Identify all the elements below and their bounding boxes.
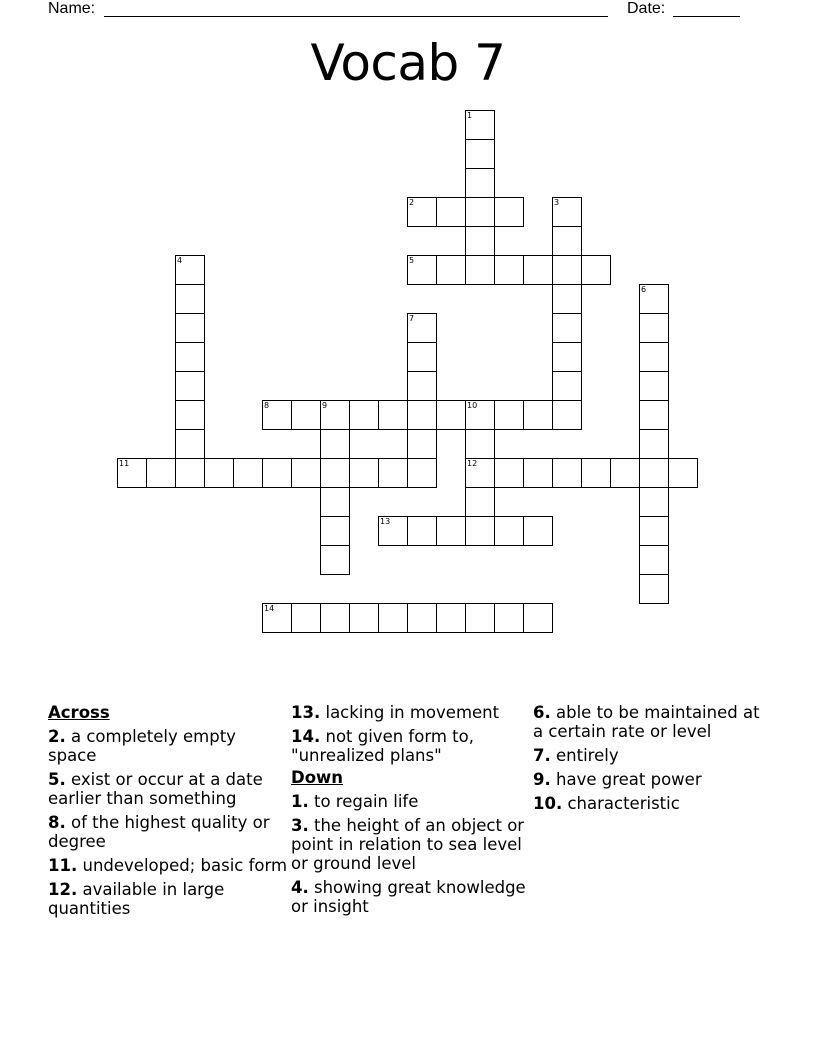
clue-number: 14 xyxy=(264,604,275,613)
grid-cell[interactable] xyxy=(465,516,495,546)
clue-item-text: to regain life xyxy=(314,792,419,811)
grid-cell[interactable] xyxy=(494,255,524,285)
grid-cell[interactable] xyxy=(639,400,669,430)
clue-item-text: characteristic xyxy=(567,794,680,813)
clue-item-number: 1. xyxy=(291,792,309,811)
clue-item xyxy=(48,856,288,875)
grid-cell[interactable] xyxy=(320,487,350,517)
grid-cell[interactable] xyxy=(494,516,524,546)
grid-cell[interactable] xyxy=(465,110,495,140)
down-clue-list xyxy=(291,792,527,916)
grid-cell[interactable] xyxy=(523,255,553,285)
clue-item-text: the height of an object or point in relation to sea level or ground level xyxy=(291,816,525,873)
grid-cell[interactable] xyxy=(262,603,292,633)
grid-cell[interactable] xyxy=(407,313,437,343)
grid-cell[interactable] xyxy=(262,458,292,488)
clue-number: 3 xyxy=(554,198,560,207)
grid-cell[interactable] xyxy=(552,313,582,343)
grid-cell[interactable] xyxy=(494,458,524,488)
clue-item xyxy=(291,792,527,811)
clue-item-text: available in large quantities xyxy=(48,880,225,918)
grid-cell[interactable] xyxy=(523,516,553,546)
grid-cell[interactable] xyxy=(465,168,495,198)
clue-number: 11 xyxy=(119,459,130,468)
grid-cell[interactable] xyxy=(465,197,495,227)
clue-item xyxy=(291,816,527,873)
down-clue-list-continued xyxy=(533,703,773,813)
grid-cell[interactable] xyxy=(465,429,495,459)
across-heading: Across xyxy=(48,703,110,722)
grid-cell[interactable] xyxy=(146,458,176,488)
grid-cell[interactable] xyxy=(175,371,205,401)
clues-column-3 xyxy=(533,703,773,818)
grid-cell[interactable] xyxy=(610,458,640,488)
grid-cell[interactable] xyxy=(378,458,408,488)
clue-item xyxy=(533,703,773,741)
clue-item-number: 13. xyxy=(291,703,321,722)
clue-item-number: 5. xyxy=(48,770,66,789)
grid-cell[interactable] xyxy=(668,458,698,488)
grid-cell[interactable] xyxy=(349,400,379,430)
grid-cell[interactable] xyxy=(175,458,205,488)
clue-number: 5 xyxy=(409,256,415,265)
grid-cell[interactable] xyxy=(639,458,669,488)
clue-item-text: able to be maintained at a certain rate or level xyxy=(533,703,760,741)
grid-cell[interactable] xyxy=(465,458,495,488)
grid-cell[interactable] xyxy=(436,400,466,430)
grid-cell[interactable] xyxy=(465,603,495,633)
grid-cell[interactable] xyxy=(407,255,437,285)
grid-cell[interactable] xyxy=(523,603,553,633)
grid-cell[interactable] xyxy=(175,313,205,343)
grid-cell[interactable] xyxy=(552,255,582,285)
clue-item-text: entirely xyxy=(556,746,619,765)
page-title: Vocab 7 xyxy=(310,34,506,92)
grid-cell[interactable] xyxy=(320,545,350,575)
clue-number: 8 xyxy=(264,401,270,410)
clue-item-number: 10. xyxy=(533,794,563,813)
grid-cell[interactable] xyxy=(175,255,205,285)
grid-cell[interactable] xyxy=(552,342,582,372)
clue-item-number: 9. xyxy=(533,770,551,789)
grid-cell[interactable] xyxy=(175,400,205,430)
grid-cell[interactable] xyxy=(552,284,582,314)
clue-number: 9 xyxy=(322,401,328,410)
grid-cell[interactable] xyxy=(378,516,408,546)
grid-cell[interactable] xyxy=(639,429,669,459)
clue-item-number: 8. xyxy=(48,813,66,832)
clue-item-number: 7. xyxy=(533,746,551,765)
grid-cell[interactable] xyxy=(204,458,234,488)
grid-cell[interactable] xyxy=(465,226,495,256)
clue-number: 7 xyxy=(409,314,415,323)
grid-cell[interactable] xyxy=(639,342,669,372)
grid-cell[interactable] xyxy=(523,458,553,488)
clue-item-text: a completely empty space xyxy=(48,727,236,765)
grid-cell[interactable] xyxy=(436,255,466,285)
grid-cell[interactable] xyxy=(581,255,611,285)
grid-cell[interactable] xyxy=(175,342,205,372)
grid-cell[interactable] xyxy=(494,400,524,430)
name-label: Name: xyxy=(48,0,96,17)
across-clue-list-continued xyxy=(291,703,527,765)
clue-item-number: 6. xyxy=(533,703,551,722)
grid-cell[interactable] xyxy=(320,400,350,430)
grid-cell[interactable] xyxy=(175,429,205,459)
clue-item-text: showing great knowledge or insight xyxy=(291,878,526,916)
clue-number: 12 xyxy=(467,459,478,468)
clue-item xyxy=(533,746,773,765)
grid-cell[interactable] xyxy=(465,487,495,517)
grid-cell[interactable] xyxy=(320,458,350,488)
clue-number: 4 xyxy=(177,256,183,265)
clue-item-number: 12. xyxy=(48,880,78,899)
grid-cell[interactable] xyxy=(407,197,437,227)
down-heading: Down xyxy=(291,768,344,787)
grid-cell[interactable] xyxy=(407,429,437,459)
grid-cell[interactable] xyxy=(407,371,437,401)
clue-number: 2 xyxy=(409,198,415,207)
grid-cell[interactable] xyxy=(436,516,466,546)
clue-item xyxy=(291,878,527,916)
grid-cell[interactable] xyxy=(581,458,611,488)
clue-number: 10 xyxy=(467,401,478,410)
clue-item xyxy=(48,880,288,918)
grid-cell[interactable] xyxy=(378,400,408,430)
grid-cell[interactable] xyxy=(639,284,669,314)
clue-item xyxy=(48,770,288,808)
grid-cell[interactable] xyxy=(233,458,263,488)
clue-number: 6 xyxy=(641,285,647,294)
grid-cell[interactable] xyxy=(436,197,466,227)
grid-cell[interactable] xyxy=(552,400,582,430)
grid-cell[interactable] xyxy=(639,313,669,343)
clue-item xyxy=(48,727,288,765)
clue-item-text: not given form to, "unrealized plans" xyxy=(291,727,474,765)
clue-item-text: lacking in movement xyxy=(325,703,500,722)
grid-cell[interactable] xyxy=(117,458,147,488)
grid-cell[interactable] xyxy=(465,139,495,169)
clues-column-1 xyxy=(48,703,288,923)
clue-item-number: 3. xyxy=(291,816,309,835)
clue-item-number: 4. xyxy=(291,878,309,897)
clue-item xyxy=(48,813,288,851)
clue-item-text: have great power xyxy=(556,770,702,789)
clue-item-number: 14. xyxy=(291,727,321,746)
clue-item-text: exist or occur at a date earlier than something xyxy=(48,770,263,808)
clue-item-number: 11. xyxy=(48,856,78,875)
clue-item xyxy=(533,770,773,789)
grid-cell[interactable] xyxy=(407,516,437,546)
clue-item xyxy=(533,794,773,813)
grid-cell[interactable] xyxy=(320,603,350,633)
clue-number: 13 xyxy=(380,517,391,526)
grid-cell[interactable] xyxy=(291,400,321,430)
clue-item xyxy=(291,703,527,722)
grid-cell[interactable] xyxy=(436,603,466,633)
grid-cell[interactable] xyxy=(320,516,350,546)
clue-item-number: 2. xyxy=(48,727,66,746)
grid-cell[interactable] xyxy=(639,545,669,575)
clues-column-2 xyxy=(291,703,527,921)
grid-cell[interactable] xyxy=(407,342,437,372)
grid-cell[interactable] xyxy=(523,400,553,430)
grid-cell[interactable] xyxy=(639,574,669,604)
grid-cell[interactable] xyxy=(639,371,669,401)
grid-cell[interactable] xyxy=(552,197,582,227)
clue-item-text: undeveloped; basic form xyxy=(82,856,288,875)
grid-cell[interactable] xyxy=(552,371,582,401)
grid-cell[interactable] xyxy=(320,429,350,459)
grid-cell[interactable] xyxy=(407,400,437,430)
grid-cell[interactable] xyxy=(378,603,408,633)
grid-cell[interactable] xyxy=(349,603,379,633)
grid-cell[interactable] xyxy=(262,400,292,430)
clue-number: 1 xyxy=(467,111,473,120)
grid-cell[interactable] xyxy=(494,197,524,227)
grid-cell[interactable] xyxy=(494,603,524,633)
grid-cell[interactable] xyxy=(465,400,495,430)
grid-cell[interactable] xyxy=(175,284,205,314)
clue-item-text: of the highest quality or degree xyxy=(48,813,270,851)
grid-cell[interactable] xyxy=(552,226,582,256)
grid-cell[interactable] xyxy=(552,458,582,488)
grid-cell[interactable] xyxy=(639,487,669,517)
grid-cell[interactable] xyxy=(465,255,495,285)
grid-cell[interactable] xyxy=(639,516,669,546)
across-clue-list xyxy=(48,727,288,918)
grid-cell[interactable] xyxy=(291,458,321,488)
grid-cell[interactable] xyxy=(407,603,437,633)
clue-item xyxy=(291,727,527,765)
grid-cell[interactable] xyxy=(407,458,437,488)
grid-cell[interactable] xyxy=(349,458,379,488)
date-label: Date: xyxy=(627,0,666,17)
grid-cell[interactable] xyxy=(291,603,321,633)
